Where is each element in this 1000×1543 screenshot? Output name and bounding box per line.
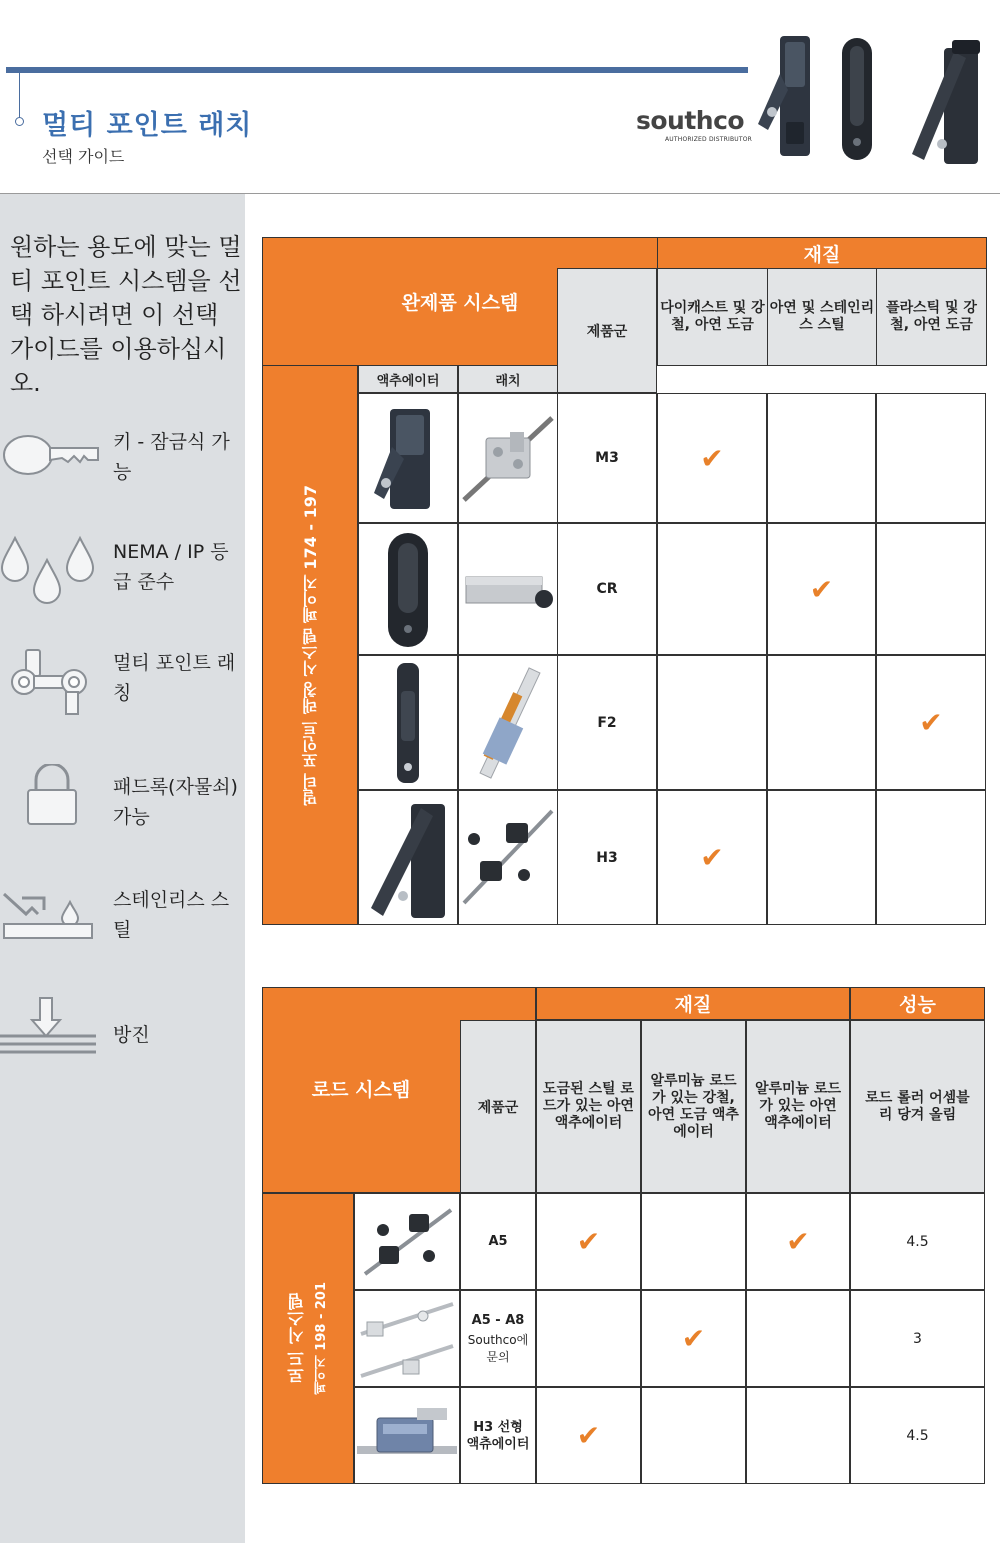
material-check-cell: [876, 655, 986, 790]
rod-product-note: Southco에 문의: [467, 1332, 529, 1364]
rod-material-2: 알루미늄 로드가 있는 강철, 아연 도금 액추에이터: [641, 1020, 746, 1193]
water-drops-icon: [0, 534, 100, 604]
rod-product-group-cell: [460, 1290, 536, 1387]
check-mark-icon: ✔: [786, 1225, 810, 1258]
actuator-photo: [368, 403, 448, 513]
rod-product-photo: [359, 1200, 455, 1284]
rod-product-group-header: 제품군: [460, 1020, 536, 1193]
material-check-cell: [657, 393, 767, 523]
latch-image-h3: [458, 790, 558, 925]
check-mark-icon: ✔: [919, 706, 943, 739]
stainless-steel-icon: [0, 888, 96, 944]
rod-product-group-cell: [460, 1387, 536, 1484]
product-group-cell: CR: [557, 523, 657, 655]
latch-handle-image-2: [838, 34, 878, 162]
material-plastic-steel: 플라스틱 및 강철, 아연 도금: [877, 269, 987, 366]
rod-material-check-cell: [641, 1290, 746, 1387]
actuator-image-cr: [358, 523, 458, 655]
actuator-header: 액추에이터: [358, 365, 458, 393]
rod-performance-value: 3: [850, 1290, 985, 1387]
complete-system-side-label-cell: [262, 365, 358, 925]
rod-material-check-cell: [536, 1387, 641, 1484]
material-check-cell: [767, 393, 876, 523]
rod-side-label-cell: [262, 1193, 354, 1484]
product-group-cell: H3: [557, 790, 657, 925]
rod-product-photo: [357, 1392, 457, 1480]
key-icon: [2, 430, 102, 480]
material-die-cast: 다이캐스트 및 강철, 아연 도금: [658, 269, 768, 366]
rod-performance-value: 4.5: [850, 1193, 985, 1290]
product-group-cell: M3: [557, 393, 657, 523]
rod-product-group-cell: [460, 1193, 536, 1290]
material-check-cell: [767, 790, 876, 925]
actuator-image-m3: [358, 393, 458, 523]
material-check-cell: [876, 523, 986, 655]
rod-material-check-cell: [746, 1387, 850, 1484]
feature-label: 스테인리스 스틸: [113, 889, 230, 941]
check-mark-icon: ✔: [576, 1419, 601, 1452]
header-dot: [15, 117, 24, 126]
rod-product-image: [354, 1193, 460, 1290]
header-connector: [19, 73, 20, 119]
rod-product-group: H3 선형 액츄에이터: [466, 1419, 530, 1452]
material-zinc-stainless: 아연 및 스테인리스 스틸: [768, 269, 877, 366]
rod-performance-desc: 로드 롤러 어셈블리 당겨 올림: [850, 1020, 985, 1193]
check-mark-icon: ✔: [809, 572, 834, 606]
material-check-cell: [876, 393, 986, 523]
latch-photo: [460, 408, 556, 508]
rod-product-photo: [357, 1294, 457, 1384]
latch-handle-image-3: [902, 34, 984, 166]
material-check-cell: [767, 655, 876, 790]
feature-label: 키 - 잠금식 가능: [113, 431, 230, 483]
latch-image-cr: [458, 523, 558, 655]
page-title: 멀티 포인트 래치: [42, 110, 253, 141]
multi-point-latch-icon: [8, 646, 94, 718]
feature-label: 방진: [113, 1024, 150, 1046]
latch-photo: [460, 803, 556, 913]
product-group-cell: F2: [557, 655, 657, 790]
feature-label: NEMA / IP 등급 준수: [113, 541, 229, 593]
latch-header: 래치: [458, 365, 558, 393]
rod-material-check-cell: [536, 1290, 641, 1387]
rod-material-header: 재질: [536, 987, 850, 1020]
feature-label: 패드록(자물쇠) 가능: [113, 776, 238, 828]
rod-side-label: 로드 시스템: [288, 1293, 308, 1384]
padlock-icon: [24, 764, 80, 828]
material-check-cell: [657, 655, 767, 790]
latch-photo: [468, 661, 548, 785]
check-mark-icon: ✔: [576, 1225, 601, 1258]
rod-material-check-cell: [536, 1193, 641, 1290]
rod-material-check-cell: [641, 1387, 746, 1484]
page-header: [0, 0, 1000, 193]
rod-material-check-cell: [746, 1290, 850, 1387]
actuator-photo: [378, 529, 438, 649]
latch-image-m3: [458, 393, 558, 523]
material-header: 재질: [658, 238, 987, 269]
latch-handle-image-1: [752, 34, 822, 160]
actuator-image-h3: [358, 790, 458, 925]
material-check-cell: [657, 523, 767, 655]
vibration-resistant-icon: [0, 994, 100, 1060]
check-mark-icon: ✔: [700, 441, 724, 475]
sidebar-intro: 원하는 용도에 맞는 멀티 포인트 시스템을 선택 하시려면 이 선택 가이드를 이용하십시오.: [10, 233, 242, 397]
rod-side-pages: 페이지 198 - 201: [314, 1282, 329, 1395]
rod-material-check-cell: [746, 1193, 850, 1290]
actuator-photo: [383, 661, 433, 785]
header-rule: [6, 67, 748, 73]
latch-photo: [460, 559, 556, 619]
material-check-cell: [876, 790, 986, 925]
latch-image-f2: [458, 655, 558, 790]
rod-material-1: 도금된 스틸 로드가 있는 아연 액추에이터: [536, 1020, 641, 1193]
material-check-cell: [767, 523, 876, 655]
feature-label: 멀티 포인트 래칭: [113, 652, 236, 704]
page-subtitle: 선택 가이드: [42, 147, 125, 166]
rod-product-group: A5 - A8: [471, 1312, 525, 1328]
check-mark-icon: ✔: [681, 1322, 706, 1355]
rod-product-group: A5: [488, 1234, 508, 1249]
rod-material-3: 알루미늄 로드가 있는 아연 액추에이터: [746, 1020, 850, 1193]
actuator-photo: [363, 796, 453, 920]
actuator-image-f2: [358, 655, 458, 790]
rod-system-header: 로드 시스템: [311, 1079, 411, 1101]
check-mark-icon: ✔: [700, 841, 724, 874]
rod-performance-header: 성능: [850, 987, 985, 1020]
product-group-header: 제품군: [557, 268, 657, 393]
rod-product-image: [354, 1387, 460, 1484]
rod-performance-value: 4.5: [850, 1387, 985, 1484]
material-check-cell: [657, 790, 767, 925]
brand-tagline: AUTHORIZED DISTRIBUTOR: [665, 136, 753, 143]
rod-product-image: [354, 1290, 460, 1387]
sidebar: [0, 194, 245, 1543]
complete-system-side-label: 멀티 포인트 래칭 시스템 페이지 174 - 197: [300, 484, 320, 806]
rod-material-check-cell: [641, 1193, 746, 1290]
complete-system-header: 완제품 시스템: [263, 238, 658, 366]
brand-logo: southco: [636, 106, 745, 135]
